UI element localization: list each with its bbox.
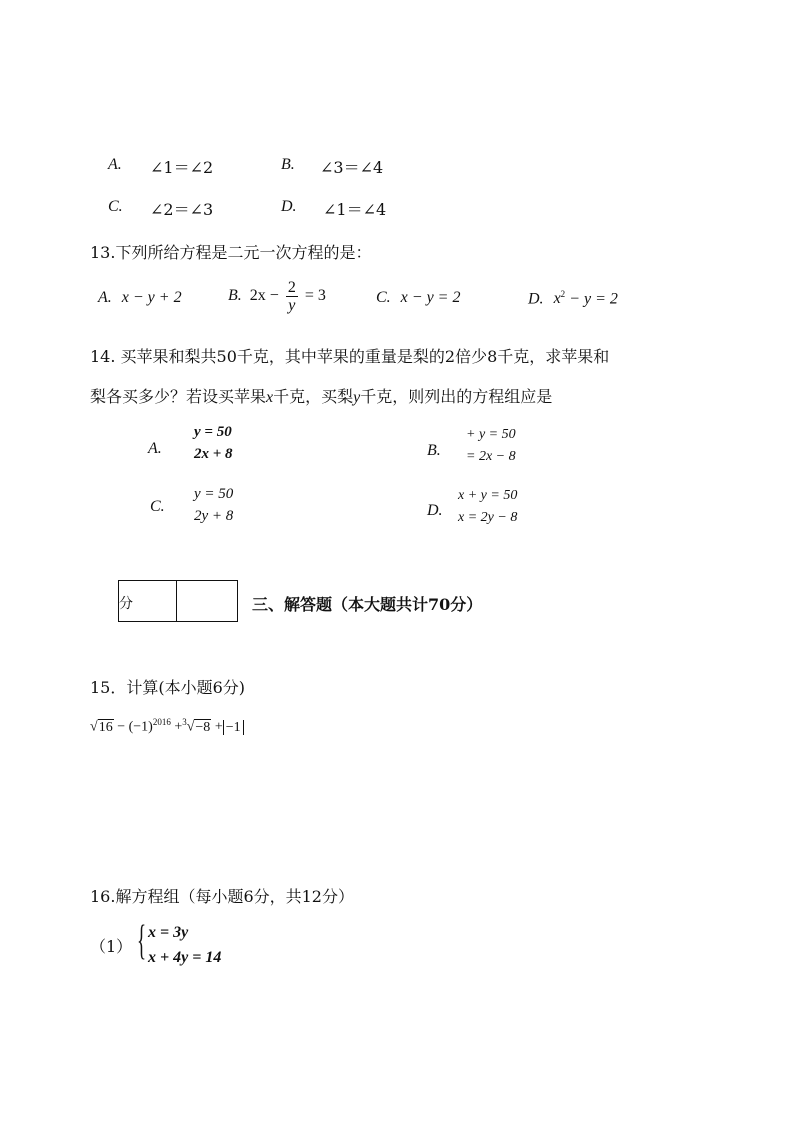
q12-option-a-letter: A.	[108, 156, 122, 173]
q16-eq1: x = 3y	[148, 924, 189, 941]
q14-option-d-system	[458, 485, 517, 529]
q14-option-c-system	[194, 483, 233, 527]
q13-option-c	[376, 289, 460, 307]
q14-var-x: x	[266, 389, 274, 406]
q13-option-c-letter: C.	[376, 289, 391, 306]
q12-option-b-letter: B.	[281, 156, 295, 173]
brace-icon: {	[137, 918, 147, 964]
q15-cbrt-index: 3	[182, 717, 187, 727]
q12-option-d-text: ∠1＝∠4	[323, 200, 387, 219]
q12-option-c-letter: C.	[108, 198, 123, 215]
q14-line2-pre: 梨各买多少？若设买苹果	[90, 387, 267, 406]
q16-part1-system	[148, 920, 221, 970]
q15-plus-1: +	[174, 719, 183, 735]
q12-option-c-text: ∠2＝∠3	[150, 200, 214, 219]
q14-option-a-letter: A.	[148, 440, 162, 457]
q14-option-d-eq1: x + y = 50	[458, 488, 518, 503]
q13-stem: 13.下列所给方程是二元一次方程的是：	[90, 243, 372, 262]
score-box-label: 分	[119, 596, 133, 612]
q12-option-b-text: ∠3＝∠4	[320, 158, 384, 177]
score-box	[118, 580, 238, 622]
q13-option-d	[528, 289, 618, 308]
q15-plus-2: +	[214, 719, 223, 735]
score-box-divider	[176, 581, 177, 621]
q14-option-a-eq1: y = 50	[194, 424, 232, 440]
q14-line1: 14. 买苹果和梨共50千克，其中苹果的重量是梨的2倍少8千克，求苹果和	[90, 347, 610, 366]
q14-option-c-eq1: y = 50	[194, 486, 234, 502]
q16-eq2: x + 4y = 14	[148, 949, 222, 966]
section3-title: 三、解答题（本大题共计70分）	[252, 595, 483, 614]
q13-option-d-exponent: 2	[560, 289, 566, 299]
q13-option-a-expr: x − y + 2	[121, 289, 182, 306]
q14-line2	[90, 384, 552, 407]
q15-cbrt-arg: −8	[195, 719, 211, 735]
q13-option-b	[228, 279, 326, 314]
q14-line2-mid: 千克，买梨	[273, 387, 354, 406]
q12-option-a-text: ∠1＝∠2	[150, 158, 214, 177]
q13-option-a-letter: A.	[98, 289, 112, 306]
q16-part1-label: （1）	[90, 937, 133, 956]
q15-stem: 15．计算(本小题6分)	[90, 678, 246, 697]
q15-minus-term: − (−1)	[117, 719, 153, 735]
q14-option-b-system	[466, 424, 516, 468]
q14-var-y: y	[353, 389, 361, 406]
q14-option-b-eq1: + y = 50	[466, 427, 516, 442]
q15-exponent: 2016	[152, 717, 171, 727]
q14-option-b-letter: B.	[427, 442, 441, 459]
q14-option-d-letter: D.	[427, 502, 443, 519]
q14-option-d-eq2: x = 2y − 8	[458, 510, 518, 525]
cbrt-icon: √	[186, 719, 195, 735]
q13-option-b-denominator: y	[288, 297, 296, 314]
q14-option-a-system	[194, 421, 233, 465]
sqrt-icon: √	[90, 719, 98, 735]
q15-abs-arg: −1	[223, 720, 244, 735]
q14-option-c-eq2: 2y + 8	[194, 508, 234, 524]
q13-option-b-left: 2x −	[249, 287, 279, 305]
q14-option-b-eq2: = 2x − 8	[466, 449, 516, 464]
q13-option-b-letter: B.	[228, 287, 242, 305]
q15-expression	[90, 717, 244, 736]
q13-option-d-letter: D.	[528, 290, 544, 308]
q16-stem: 16.解方程组（每小题6分，共12分）	[90, 887, 354, 906]
q13-option-b-numerator: 2	[287, 279, 296, 296]
q13-option-d-rest: − y = 2	[569, 290, 618, 308]
q15-sqrt-arg: 16	[98, 719, 113, 735]
q13-option-b-right: = 3	[304, 287, 326, 305]
q13-option-b-fraction	[286, 279, 298, 314]
q14-line2-post: 千克，则列出的方程组应是	[360, 387, 553, 406]
q13-option-a	[98, 289, 182, 307]
q14-option-c-letter: C.	[150, 498, 165, 515]
q13-option-c-expr: x − y = 2	[400, 289, 461, 306]
q12-option-d-letter: D.	[281, 198, 297, 215]
q13-option-d-var: x	[553, 290, 561, 308]
q14-option-a-eq2: 2x + 8	[194, 446, 233, 462]
